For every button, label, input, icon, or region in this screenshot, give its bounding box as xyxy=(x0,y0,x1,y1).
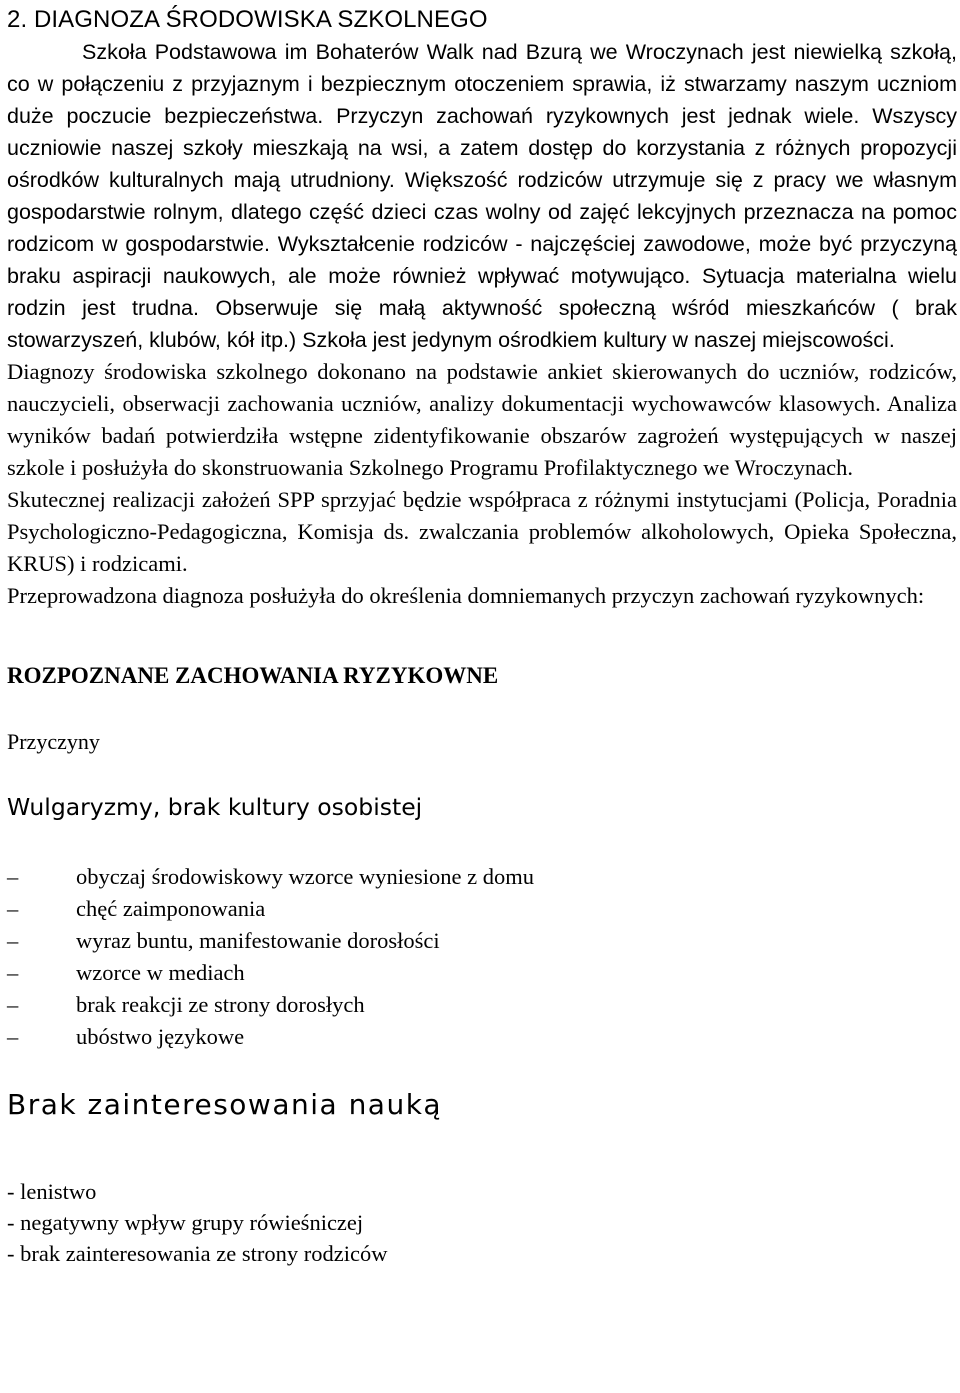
list-item: - lenistwo xyxy=(7,1179,97,1204)
dash-bullet: – xyxy=(7,896,19,921)
list-item xyxy=(7,893,957,925)
causes-label: Przyczyny xyxy=(7,729,100,754)
list-item-text: wyraz buntu, manifestowanie dorosłości xyxy=(76,928,440,953)
dash-bullet: – xyxy=(7,960,19,985)
section-heading: 2. DIAGNOZA ŚRODOWISKA SZKOLNEGO xyxy=(7,6,488,33)
vulgarity-heading: Wulgaryzmy, brak kultury osobistej xyxy=(7,793,423,821)
list-item-text: obyczaj środowiskowy wzorce wyniesione z domu xyxy=(76,864,535,889)
list-item xyxy=(7,989,957,1021)
vulgarity-causes-list xyxy=(7,861,957,1053)
dash-bullet: – xyxy=(7,928,19,953)
risk-behaviors-title: ROZPOZNANE ZACHOWANIA RYZYKOWNE xyxy=(7,663,499,688)
list-item xyxy=(7,1021,957,1053)
no-interest-causes-list xyxy=(7,1176,957,1269)
list-item xyxy=(7,861,957,893)
document-page xyxy=(7,0,957,1269)
list-item-text: chęć zaimponowania xyxy=(76,896,266,921)
dash-bullet: – xyxy=(7,992,19,1017)
no-interest-heading: Brak zainteresowania nauką xyxy=(7,1088,443,1121)
list-item: - negatywny wpływ grupy rówieśniczej xyxy=(7,1210,364,1235)
list-item-text: ubóstwo językowe xyxy=(76,1024,245,1049)
dash-bullet: – xyxy=(7,864,19,889)
intro-text: Szkoła Podstawowa im Bohaterów Walk nad Bzurą we Wroczynach jest niewielką szkołą, co w połączeniu z przyjaznym i bezpiecznym otoczeniem sprawia, iż stwarzamy naszym uczniom duże poczucie bezpieczeństwa. Przyczyn zachowań ryzykownych jest jednak wiele. Wszyscy uczniowie naszej szkoły mieszkają na wsi, a zatem dostęp do korzystania z różnych propozycji ośrodków kulturalnych mają utrudniony. Większość rodziców utrzymuje się z pracy we własnym gospodarstwie rolnym, dlatego część dzieci czas wolny od zajęć lekcyjnych przeznacza na pomoc rodzicom w gospodarstwie. Wykształcenie rodziców - najczęściej zawodowe, może być przyczyną braku aspiracji naukowych, ale może również wpływać motywująco. xyxy=(7,40,957,288)
intro-serif-text: Sytuacja materialna wielu rodzin jest trudna. Obserwuje się małą aktywność społeczną wśród mieszkańców ( brak stowarzyszeń, klubów, kół itp.) Szkoła jest jedynym ośrodkiem kultury w naszej miejscowości. xyxy=(7,264,957,352)
list-item xyxy=(7,925,957,957)
intro-paragraph xyxy=(7,36,957,356)
list-item-text: brak reakcji ze strony dorosłych xyxy=(76,992,365,1017)
diagnosis-paragraph: Diagnozy środowiska szkolnego dokonano na podstawie ankiet skierowanych do uczniów, rodziców, nauczycieli, obserwacji zachowania uczniów, analizy dokumentacji wychowawców klasowych. Analiza wyników badań potwierdziła wstępne zidentyfikowanie obszarów zagrożeń występujących w naszej szkole i posłużyła do skonstruowania Szkolnego Programu Profilaktycznego we Wroczynach. xyxy=(7,359,957,480)
list-item xyxy=(7,957,957,989)
list-item-text: wzorce w mediach xyxy=(76,960,245,985)
dash-bullet: – xyxy=(7,1024,19,1049)
list-item: - brak zainteresowania ze strony rodziców xyxy=(7,1241,388,1266)
conclusion-paragraph: Przeprowadzona diagnoza posłużyła do określenia domniemanych przyczyn zachowań ryzykownych: xyxy=(7,583,925,608)
cooperation-paragraph: Skutecznej realizacji założeń SPP sprzyjać będzie współpraca z różnymi instytucjami (Policja, Poradnia Psychologiczno-Pedagogiczna, Komisja ds. zwalczania problemów alkoholowych, Opieka Społeczna, KRUS) i rodzicami. xyxy=(7,487,957,576)
